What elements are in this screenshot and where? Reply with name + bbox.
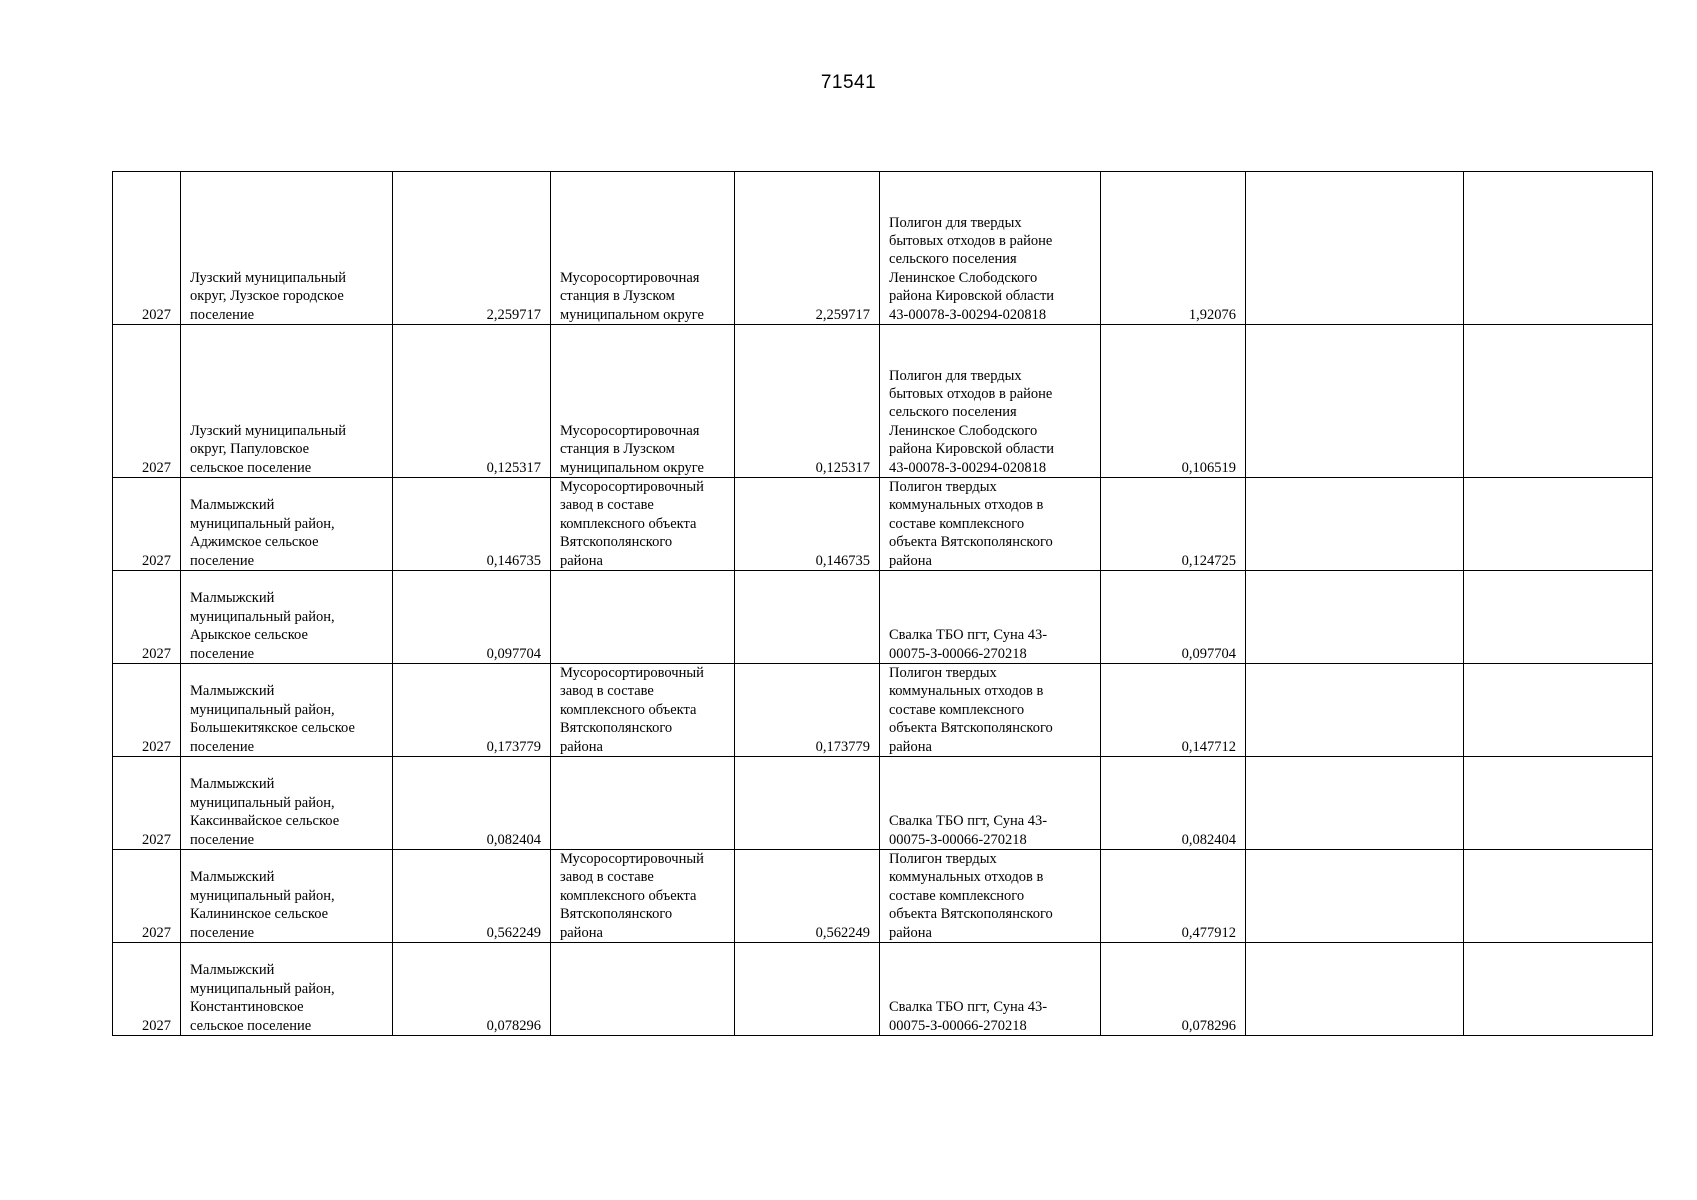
municipality-cell: Лузский муниципальный округ, Лузское городское поселение [181, 172, 393, 325]
volume-generated-cell: 0,173779 [393, 664, 551, 757]
volume-generated-cell: 0,097704 [393, 571, 551, 664]
processing-facility-cell: Мусоросортировочный завод в составе комплексного объекта Вятскополянского района [551, 850, 735, 943]
empty-cell [1464, 325, 1653, 478]
table-row [113, 478, 1653, 571]
disposal-facility-cell: Свалка ТБО пгт, Суна 43- 00075-З-00066-270218 [880, 757, 1101, 850]
municipality-cell: Малмыжский муниципальный район, Арыкское сельское поселение [181, 571, 393, 664]
volume-disposed-cell: 0,147712 [1101, 664, 1246, 757]
municipality-cell: Малмыжский муниципальный район, Аджимское сельское поселение [181, 478, 393, 571]
empty-cell [1246, 850, 1464, 943]
volume-processed-cell [735, 943, 880, 1036]
disposal-facility-cell: Полигон твердых коммунальных отходов в составе комплексного объекта Вятскополянского района [880, 478, 1101, 571]
municipality-cell: Малмыжский муниципальный район, Калининское сельское поселение [181, 850, 393, 943]
year-cell: 2027 [113, 571, 181, 664]
year-cell: 2027 [113, 325, 181, 478]
volume-generated-cell: 2,259717 [393, 172, 551, 325]
empty-cell [1246, 478, 1464, 571]
volume-disposed-cell: 0,106519 [1101, 325, 1246, 478]
processing-facility-cell: Мусоросортировочный завод в составе комплексного объекта Вятскополянского района [551, 478, 735, 571]
table-row [113, 943, 1653, 1036]
empty-cell [1464, 757, 1653, 850]
volume-generated-cell: 0,078296 [393, 943, 551, 1036]
processing-facility-cell: Мусоросортировочная станция в Лузском муниципальном округе [551, 325, 735, 478]
empty-cell [1246, 571, 1464, 664]
table-row [113, 850, 1653, 943]
processing-facility-cell [551, 943, 735, 1036]
volume-disposed-cell: 0,097704 [1101, 571, 1246, 664]
volume-generated-cell: 0,125317 [393, 325, 551, 478]
disposal-facility-cell: Полигон для твердых бытовых отходов в районе сельского поселения Ленинское Слободского района Кировской области 43-00078-З-00294-020818 [880, 325, 1101, 478]
disposal-facility-cell: Полигон твердых коммунальных отходов в составе комплексного объекта Вятскополянского района [880, 664, 1101, 757]
table-row [113, 325, 1653, 478]
empty-cell [1464, 478, 1653, 571]
empty-cell [1246, 943, 1464, 1036]
empty-cell [1246, 664, 1464, 757]
volume-disposed-cell: 0,078296 [1101, 943, 1246, 1036]
year-cell: 2027 [113, 172, 181, 325]
empty-cell [1246, 325, 1464, 478]
volume-generated-cell: 0,082404 [393, 757, 551, 850]
volume-processed-cell: 0,562249 [735, 850, 880, 943]
disposal-facility-cell: Свалка ТБО пгт, Суна 43- 00075-З-00066-270218 [880, 943, 1101, 1036]
processing-facility-cell: Мусоросортировочная станция в Лузском муниципальном округе [551, 172, 735, 325]
volume-processed-cell: 0,173779 [735, 664, 880, 757]
volume-processed-cell [735, 757, 880, 850]
empty-cell [1246, 757, 1464, 850]
municipality-cell: Лузский муниципальный округ, Папуловское сельское поселение [181, 325, 393, 478]
page-number: 71541 [820, 72, 877, 93]
volume-generated-cell: 0,562249 [393, 850, 551, 943]
year-cell: 2027 [113, 943, 181, 1036]
volume-disposed-cell: 1,92076 [1101, 172, 1246, 325]
table-row [113, 664, 1653, 757]
volume-disposed-cell: 0,082404 [1101, 757, 1246, 850]
processing-facility-cell [551, 571, 735, 664]
empty-cell [1464, 850, 1653, 943]
table-row [113, 571, 1653, 664]
volume-processed-cell: 0,146735 [735, 478, 880, 571]
table-row [113, 172, 1653, 325]
processing-facility-cell [551, 757, 735, 850]
processing-facility-cell: Мусоросортировочный завод в составе комплексного объекта Вятскополянского района [551, 664, 735, 757]
volume-processed-cell: 2,259717 [735, 172, 880, 325]
year-cell: 2027 [113, 664, 181, 757]
volume-disposed-cell: 0,477912 [1101, 850, 1246, 943]
empty-cell [1464, 571, 1653, 664]
volume-generated-cell: 0,146735 [393, 478, 551, 571]
waste-flow-table [112, 171, 1653, 1036]
municipality-cell: Малмыжский муниципальный район, Каксинвайское сельское поселение [181, 757, 393, 850]
volume-processed-cell [735, 571, 880, 664]
empty-cell [1464, 172, 1653, 325]
disposal-facility-cell: Свалка ТБО пгт, Суна 43- 00075-З-00066-270218 [880, 571, 1101, 664]
table-row [113, 757, 1653, 850]
year-cell: 2027 [113, 757, 181, 850]
municipality-cell: Малмыжский муниципальный район, Константиновское сельское поселение [181, 943, 393, 1036]
municipality-cell: Малмыжский муниципальный район, Большекитякское сельское поселение [181, 664, 393, 757]
empty-cell [1464, 943, 1653, 1036]
year-cell: 2027 [113, 478, 181, 571]
volume-disposed-cell: 0,124725 [1101, 478, 1246, 571]
empty-cell [1464, 664, 1653, 757]
disposal-facility-cell: Полигон твердых коммунальных отходов в составе комплексного объекта Вятскополянского района [880, 850, 1101, 943]
volume-processed-cell: 0,125317 [735, 325, 880, 478]
disposal-facility-cell: Полигон для твердых бытовых отходов в районе сельского поселения Ленинское Слободского района Кировской области 43-00078-З-00294-020818 [880, 172, 1101, 325]
year-cell: 2027 [113, 850, 181, 943]
empty-cell [1246, 172, 1464, 325]
